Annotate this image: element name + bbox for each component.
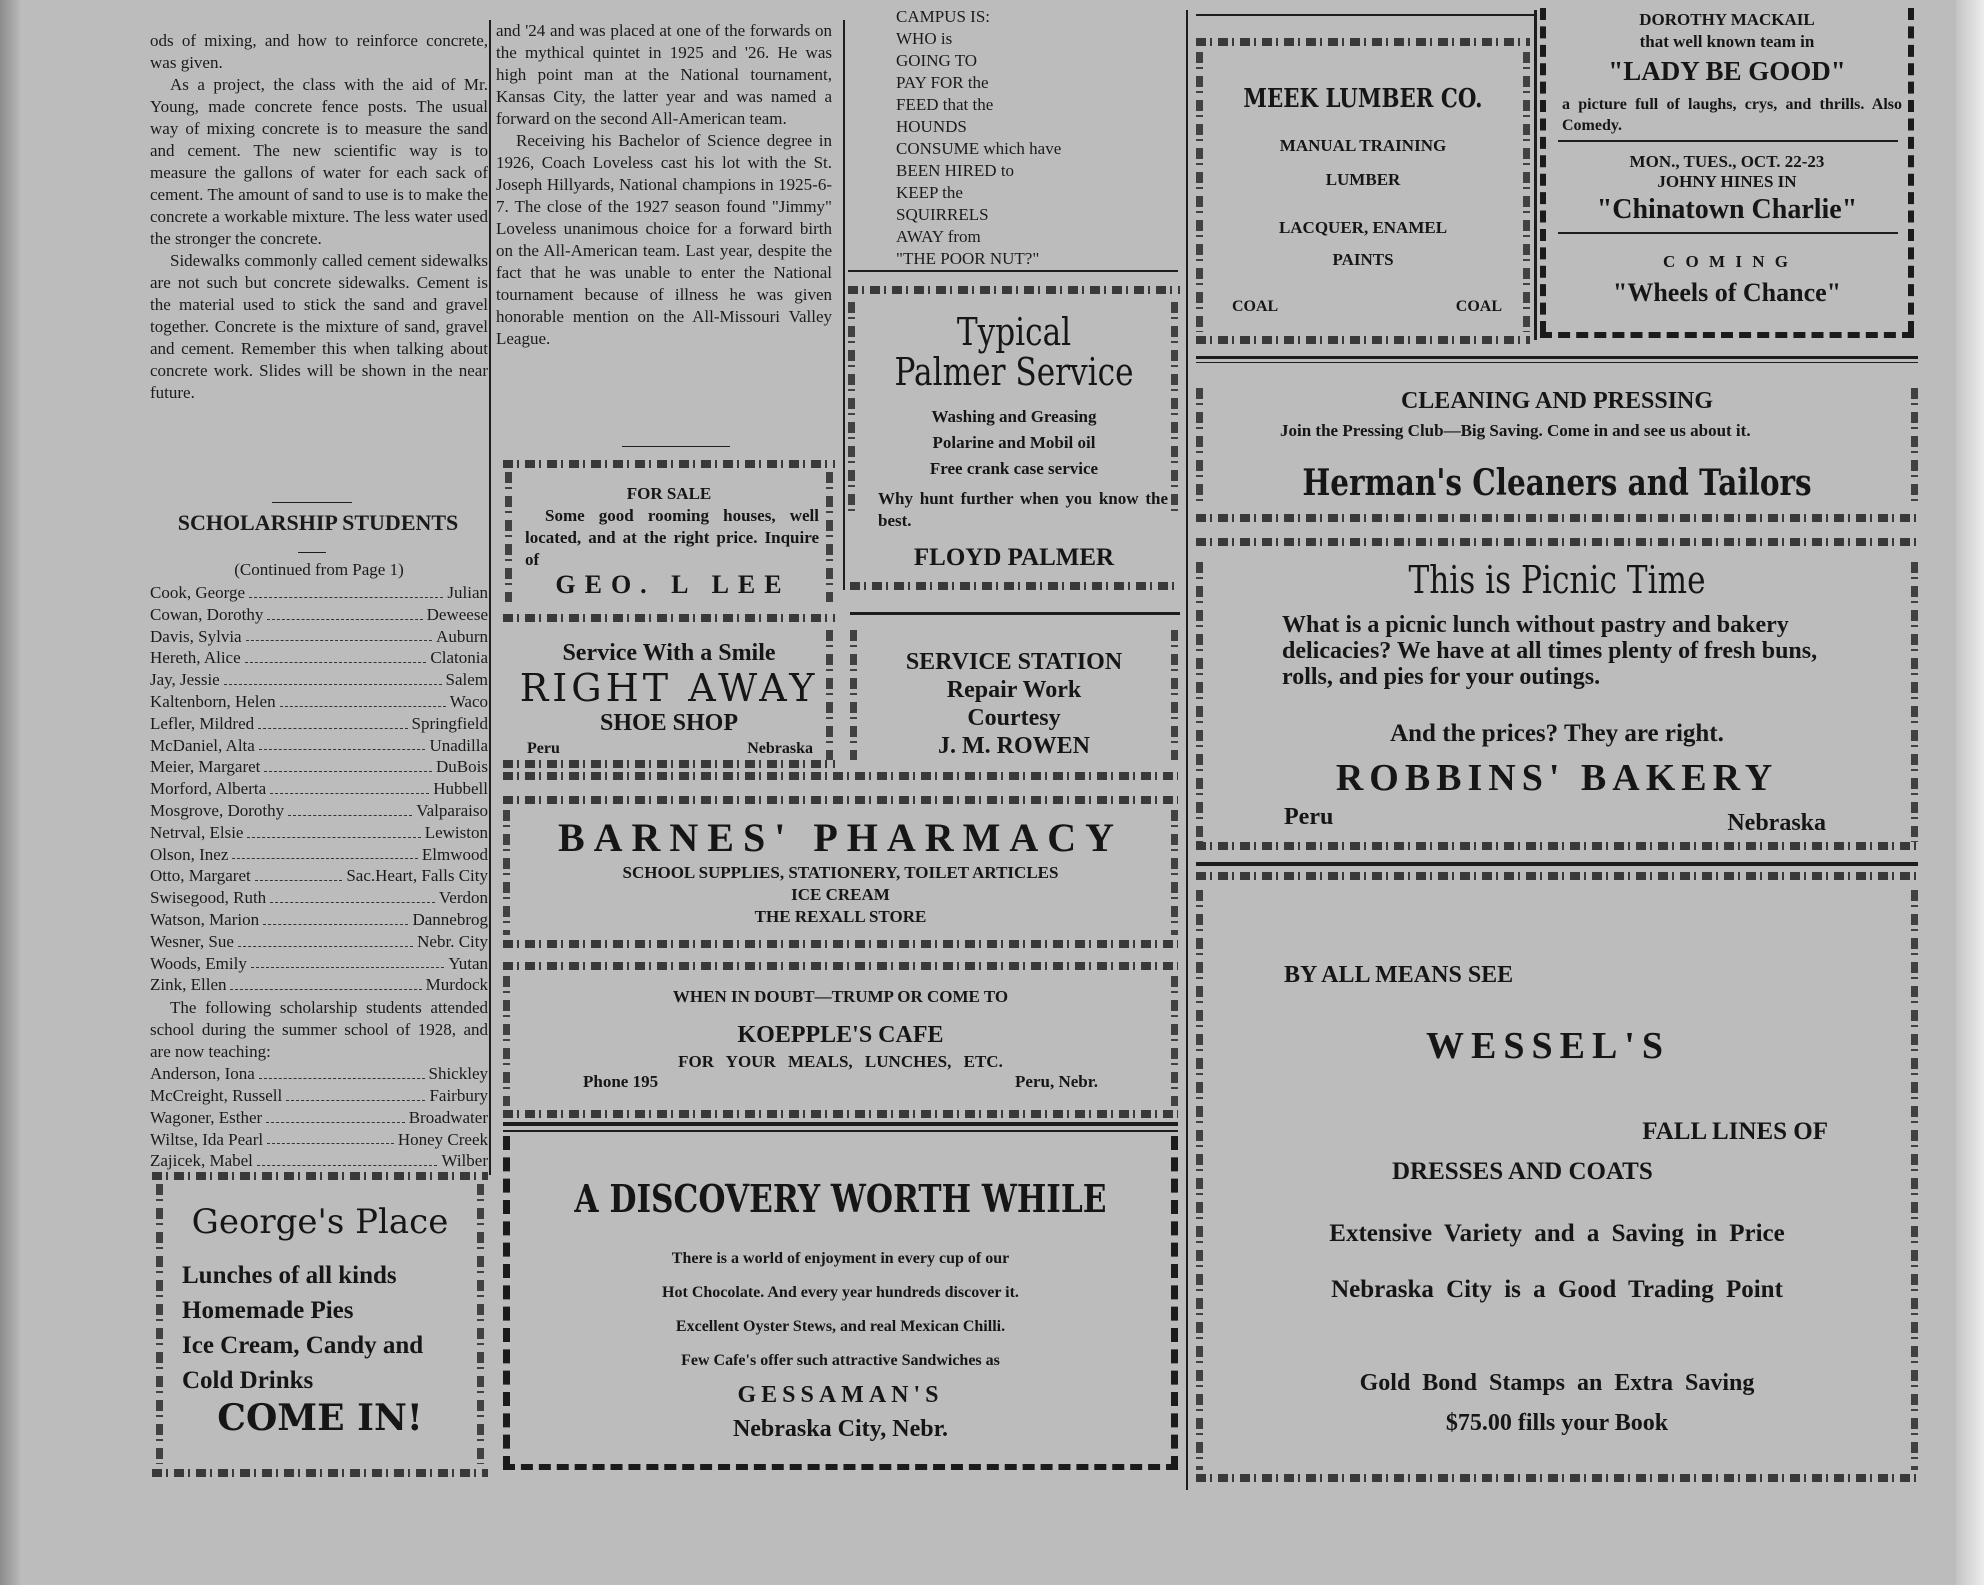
column-rule	[843, 20, 845, 590]
separator	[1196, 14, 1536, 16]
ad-title: "Wheels of Chance"	[1612, 278, 1842, 307]
ad-line: COAL	[1232, 298, 1279, 315]
ad-border	[503, 614, 835, 622]
ad-border	[503, 760, 835, 768]
ad-border	[503, 772, 1178, 780]
ad-town: Peru	[1284, 804, 1334, 830]
ad-title: "Chinatown Charlie"	[1596, 194, 1858, 225]
ad-border	[1196, 842, 1918, 850]
right-away-ad	[503, 610, 835, 768]
ad-title: A DISCOVERY WORTH WHILE	[574, 1176, 1107, 1221]
koepples-cafe-ad	[503, 972, 1178, 1122]
ad-line: Extensive Variety and a Saving in Price	[1329, 1220, 1785, 1247]
list-item: Wagoner, Esther Broadwater	[150, 1107, 488, 1127]
ad-border	[152, 1172, 488, 1180]
ad-line: Service With a Smile	[562, 640, 776, 666]
ad-line: WHEN IN DOUBT—TRUMP OR COME TO	[672, 987, 1009, 1006]
concrete-article	[150, 30, 488, 404]
campus-column: CAMPUS IS: WHO is GOING TO PAY FOR the FEED that the HOUNDS CONSUME which have BEEN HIRED to KEEP the SQUIRRELS AWAY from "THE POOR NUT?"	[896, 7, 1062, 268]
separator	[503, 1130, 1178, 1132]
separator	[622, 446, 730, 447]
ad-border	[848, 286, 1180, 294]
ad-name: KOEPPLE'S CAFE	[737, 1022, 944, 1048]
ad-border	[1196, 38, 1530, 46]
ad-line: MANUAL TRAINING	[1279, 136, 1447, 155]
separator	[1196, 862, 1918, 866]
ad-name: ROBBINS' BAKERY	[1335, 757, 1779, 799]
ad-town: Peru	[527, 740, 560, 757]
student-list	[150, 582, 488, 1172]
list-item: Mosgrove, Dorothy Valparaiso	[150, 800, 488, 820]
separator	[848, 270, 1178, 272]
ad-name: MEEK LUMBER CO.	[1243, 84, 1483, 114]
list-item: Anderson, Iona Shickley	[150, 1064, 488, 1084]
ad-line: Gold Bond Stamps an Extra Saving	[1359, 1370, 1755, 1396]
ad-body: Lunches of all kinds Homemade Pies Ice Cream, Candy and Cold Drinks	[182, 1262, 424, 1394]
ad-state: Nebraska	[1727, 810, 1826, 836]
ad-body: Some good rooming houses, well located, and at the right price. Inquire of	[525, 506, 819, 569]
list-item: Morford, Alberta Hubbell	[150, 779, 488, 799]
ad-line: FALL LINES OF	[1642, 1118, 1828, 1145]
ad-town: Nebraska City, Nebr.	[732, 1416, 949, 1442]
ad-line: BY ALL MEANS SEE	[1284, 962, 1514, 988]
ad-line: LUMBER	[1325, 170, 1401, 189]
ad-line: PAINTS	[1332, 250, 1394, 269]
list-item: Netrval, Elsie Lewiston	[150, 822, 488, 842]
article-paragraph: Sidewalks commonly called cement sidewalks are not such but concrete sidewalks. Cement is the material used to stick the sand and gravel together. Concrete is the mixture of sand, gravel and cement. Remember this when talking about concrete work. Slides will be shown in the near future.	[150, 251, 488, 402]
ad-name: RIGHT AWAY	[519, 666, 819, 710]
ad-line: COAL	[1455, 298, 1502, 315]
georges-place-ad	[152, 1172, 488, 1477]
list-item: Davis, Sylvia Auburn	[150, 626, 488, 646]
ad-border	[503, 940, 1178, 948]
list-item: Kaltenborn, Helen Waco	[150, 691, 488, 711]
separator	[1558, 232, 1898, 234]
meek-lumber-ad	[1196, 32, 1530, 344]
separator	[272, 502, 352, 503]
ad-name: GESSAMAN'S	[737, 1382, 944, 1408]
separator	[850, 612, 1180, 615]
separator	[1558, 140, 1898, 142]
ad-cta: COME IN!	[217, 1397, 423, 1439]
list-item: Zajicek, Mabel Wilber	[150, 1151, 488, 1171]
ad-title: This is Picnic Time	[1408, 558, 1706, 602]
list-item: Cowan, Dorothy Deweese	[150, 604, 488, 624]
ad-body: SERVICE STATION Repair Work Courtesy J. M. ROWEN	[905, 649, 1123, 759]
ad-body: What is a picnic lunch without pastry and bakery delicacies? We have at all times plenty of fresh buns, rolls, and pies for your outings.	[1282, 612, 1818, 690]
wessels-ad	[1196, 880, 1918, 1490]
ad-border	[850, 582, 1180, 590]
ad-border	[503, 1110, 1178, 1118]
ad-line: C O M I N G	[1663, 252, 1791, 271]
gessamans-ad	[503, 1136, 1178, 1470]
list-item: Swisegood, Ruth Verdon	[150, 888, 488, 908]
list-item: McDaniel, Alta Unadilla	[150, 735, 488, 755]
ad-border	[1196, 538, 1918, 546]
ad-state: Nebraska	[747, 740, 813, 757]
list-item: Lefler, Mildred Springfield	[150, 713, 488, 733]
ad-body: SCHOOL SUPPLIES, STATIONERY, TOILET ARTICLES ICE CREAM THE REXALL STORE	[622, 863, 1059, 926]
ad-border	[503, 460, 835, 468]
hermans-cleaners-ad	[1196, 368, 1918, 528]
list-item: Woods, Emily Yutan	[150, 953, 488, 973]
ad-border	[503, 962, 1178, 970]
ad-name: WESSEL'S	[1426, 1025, 1670, 1067]
ad-name: GEO. L LEE	[555, 570, 791, 599]
barnes-pharmacy-ad	[503, 800, 1178, 948]
ad-line: SHOE SHOP	[599, 710, 739, 736]
ad-town: Peru, Nebr.	[1015, 1072, 1098, 1091]
article-paragraph: As a project, the class with the aid of Mr. Young, made concrete fence posts. The usual way of mixing concrete is to measure the sand and cement. The new scientific way is to measure the gallons of water for each sack of cement. The amount of sand to use is to make the concrete a workable mixture. The less water used the stronger the concrete.	[150, 75, 488, 248]
ad-title: CLEANING AND PRESSING	[1400, 388, 1714, 414]
continued-note: (Continued from Page 1)	[234, 560, 404, 579]
separator	[1196, 362, 1918, 363]
list-item: Olson, Inez Elmwood	[150, 844, 488, 864]
list-item: Cook, George Julian	[150, 583, 488, 602]
list-item: Hereth, Alice Clatonia	[150, 648, 488, 668]
ad-title: FOR SALE	[626, 484, 712, 503]
loveless-article	[496, 20, 832, 350]
ad-border	[1196, 336, 1530, 344]
scholarship-heading: SCHOLARSHIP STUDENTS	[177, 510, 459, 535]
ad-line: FOR YOUR MEALS, LUNCHES, ETC.	[678, 1052, 1003, 1071]
separator	[298, 552, 326, 553]
column-rule	[1186, 10, 1188, 1490]
rowen-station-ad	[848, 620, 1180, 768]
page-shadow	[0, 0, 20, 1585]
article-paragraph: ods of mixing, and how to reinforce concrete, was given.	[150, 31, 488, 72]
ad-line: DOROTHY MACKAIL	[1639, 10, 1815, 29]
list-item: Wesner, Sue Nebr. City	[150, 931, 488, 951]
list-item: Meier, Margaret DuBois	[150, 757, 488, 777]
for-sale-ad	[503, 460, 835, 610]
ad-line: $75.00 fills your Book	[1445, 1410, 1669, 1436]
ad-line: DRESSES AND COATS	[1392, 1158, 1653, 1185]
ad-body: Washing and Greasing Polarine and Mobil oil Free crank case service	[929, 407, 1099, 478]
theater-ad	[1540, 8, 1914, 338]
ad-title: "LADY BE GOOD"	[1608, 56, 1846, 86]
ad-body: Join the Pressing Club—Big Saving. Come in and see us about it.	[1280, 421, 1751, 440]
ad-name: BARNES' PHARMACY	[557, 815, 1124, 860]
list-item: Watson, Marion Dannebrog	[150, 909, 488, 929]
column-rule	[1534, 10, 1537, 340]
ad-line: MON., TUES., OCT. 22-23	[1629, 152, 1825, 171]
ad-title: George's Place	[191, 1202, 449, 1242]
ad-line: LACQUER, ENAMEL	[1278, 218, 1448, 237]
ad-border	[1540, 332, 1914, 338]
ad-name: FLOYD PALMER	[913, 544, 1115, 571]
ad-border	[1196, 1474, 1918, 1482]
ad-border	[1911, 562, 1918, 842]
article-paragraph: and '24 and was placed at one of the forwards on the mythical quintet in 1925 and '26. He was high point man at the National tournament, Kansas City, the latter year and was named a forward on the second All-American team.	[496, 21, 832, 128]
page-edge	[1956, 0, 1984, 1585]
ad-body: a picture full of laughs, crys, and thrills. Also Comedy.	[1562, 96, 1902, 134]
summer-note: The following scholarship students attended school during the summer school of 1928, and are now teaching:	[150, 998, 488, 1062]
ad-line: JOHNY HINES IN	[1657, 172, 1797, 191]
ad-border	[1196, 562, 1203, 842]
list-item: Wiltse, Ida Pearl Honey Creek	[150, 1129, 488, 1149]
ad-line: Nebraska City is a Good Trading Point	[1331, 1276, 1783, 1303]
list-item: McCreight, Russell Fairbury	[150, 1085, 488, 1105]
list-item: Otto, Margaret Sac.Heart, Falls City	[150, 866, 488, 886]
palmer-service-ad	[848, 278, 1180, 608]
ad-name: Herman's Cleaners and Tailors	[1302, 462, 1812, 504]
separator	[503, 1122, 1178, 1126]
ad-title: Typical Palmer Service	[894, 310, 1134, 394]
list-item: Zink, Ellen Murdock	[150, 975, 488, 995]
list-item: Jay, Jessie Salem	[150, 670, 488, 690]
ad-body: There is a world of enjoyment in every cup of our Hot Chocolate. And every year hundreds discover it. Excellent Oyster Stews, and real Mexican Chilli. Few Cafe's offer such attractive Sandwiches as	[662, 1250, 1019, 1369]
ad-body: Why hunt further when you know the best.	[878, 489, 1168, 530]
ad-border	[1196, 872, 1918, 880]
ad-phone: Phone 195	[583, 1072, 659, 1091]
ad-line: that well known team in	[1639, 32, 1815, 51]
ad-line: And the prices? They are right.	[1390, 720, 1724, 747]
ad-border	[1196, 514, 1918, 522]
column-rule	[489, 20, 491, 1175]
separator	[1196, 356, 1918, 359]
ad-border	[152, 1469, 488, 1477]
article-paragraph: Receiving his Bachelor of Science degree in 1926, Coach Loveless cast his lot with the St. Joseph Hillyards, National champions in 1925-6-7. The close of the 1927 season found "Jimmy" Loveless unanimous choice for a forward birth on the All-American team. Last year, despite the fact that he was unable to enter the National tournament because of illness he was given honorable mention on the All-Missouri Valley League.	[496, 131, 832, 348]
robbins-bakery-ad	[1196, 548, 1918, 848]
